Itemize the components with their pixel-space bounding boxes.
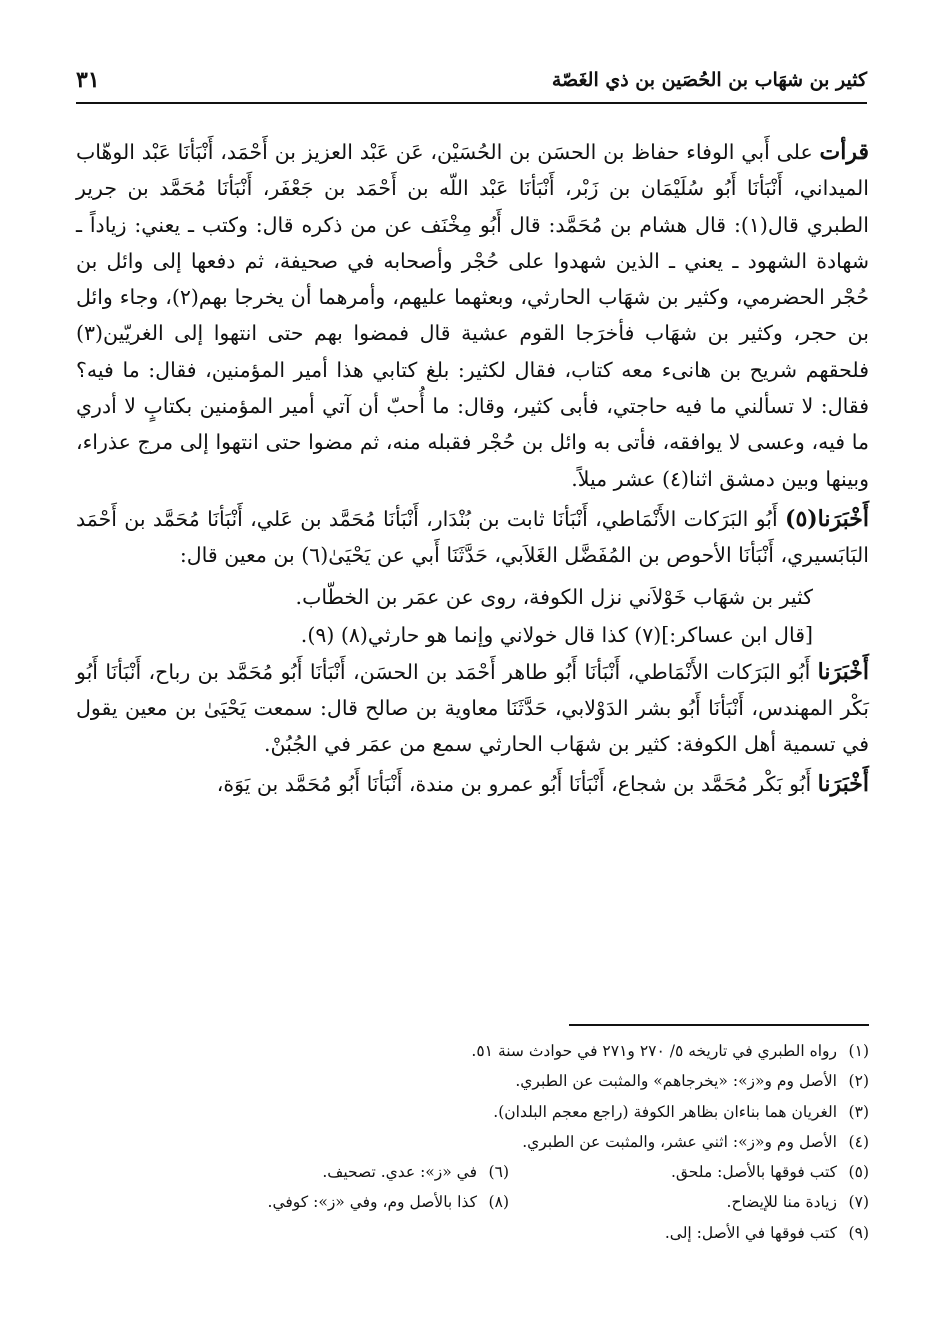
quoted-block <box>76 578 813 654</box>
footnote-row <box>76 1218 869 1248</box>
footnotes <box>76 1036 869 1248</box>
footnote-text: الغريان هما بناءان بظاهر الكوفة (راجع معجم البلدان). <box>493 1102 837 1121</box>
quote-line: كثير بن شهَاب خَوْلاَني نزل الكوفة، روى عن عمَر بن الخطّاب. <box>295 584 813 609</box>
footnote-row <box>76 1066 869 1096</box>
page-header <box>76 58 867 104</box>
footnote <box>493 1097 869 1127</box>
footnote-number: (٦) <box>488 1163 509 1182</box>
footnote-text: رواه الطبري في تاريخه ٥/ ٢٧٠ و٢٧١ في حوادث سنة ٥١. <box>471 1042 837 1060</box>
paragraph-3 <box>76 654 869 763</box>
footnote-row <box>76 1127 869 1157</box>
footnote-text: الأصل وم و«ز»: «يخرجاهم» والمثبت عن الطبري. <box>515 1072 837 1091</box>
page-number: ٣١ <box>76 67 100 93</box>
footnote <box>471 1036 869 1066</box>
footnote-number: (٢) <box>848 1072 869 1091</box>
footnote-text: الأصل وم و«ز»: اثني عشر، والمثبت عن الطبري. <box>522 1132 837 1151</box>
footnote-text: كذا بالأصل وم، وفي «ز»: كوفي. <box>267 1193 477 1212</box>
footnote <box>509 1187 869 1217</box>
footnote-divider <box>569 1024 869 1026</box>
footnote-number: (١) <box>848 1042 869 1060</box>
paragraph-text: أَبُو بَكْر مُحَمَّد بن شجاع، أَنْبَأنَا أَبُو عمرو بن مندة، أَنْبَأنَا أَبُو مُحَمَّد بن يَوَة، <box>216 772 818 797</box>
footnote-number: (٩) <box>848 1223 869 1242</box>
paragraph-lead: أَخْبَرَنا(٥) <box>785 505 869 532</box>
paragraph-lead: أَخْبَرَنا <box>817 658 869 685</box>
footnote-number: (٣) <box>848 1102 869 1121</box>
footnote-text: زيادة منا للإيضاح. <box>726 1193 837 1212</box>
paragraph-text: أَبُو البَرَكات الأَنْمَاطي، أَنْبَأنَا أَبُو طاهر أَحْمَد بن الحسَن، أَنْبَأنَا أَبُو مُحَمَّد بن رباح، أَنْبَأنَا أَبُو بَكْر المهندس، أَنْبَأنَا أَبُو بشر الدَوْلابي، حَدَّثَنَا معاوية بن صالح قال: سمعت يَحْيَىٰ بن معين يقول في تسمية أهل الكوفة: كثير بن شهَاب الحارثي سمع من عمَر في الجُبُنْ. <box>76 659 869 757</box>
footnote <box>515 1066 869 1096</box>
footnote-row <box>76 1036 869 1066</box>
paragraph-text: أَبُو البَرَكات الأَنْمَاطي، أَنْبَأنَا ثابت بن بُنْدَار، أَنْبَأنَا مُحَمَّد بن عَلي، أَنْبَأنَا مُحَمَّد بن أَحْمَد البَابَسيري، أَنْبَأنَا الأحوص بن المُفَضَّل الغَلاَبي، حَدَّثَنَا أَبي عن يَحْيَىٰ(٦) بن معين قال: <box>76 506 869 568</box>
paragraph-lead: أَخْبَرَنا <box>817 771 869 798</box>
footnote-text: كتب فوقها بالأصل: ملحق. <box>670 1163 837 1182</box>
footnote-row <box>76 1157 869 1187</box>
running-title: كثير بن شهَاب بن الحُصَين بن ذي الغَصّة <box>551 69 867 91</box>
footnote-number: (٥) <box>848 1163 869 1182</box>
paragraph-2 <box>76 501 869 574</box>
paragraph-text: على أَبي الوفاء حفاظ بن الحسَن بن الحُسَيْن، عَن عَبْد العزيز بن أَحْمَد، أَنْبَأنَا عَبْد الوهّاب الميداني، أَنْبَأنَا أَبُو سُلَيْمَان بن زَبْر، أَنْبَأنَا عَبْد اللّه بن أَحْمَد بن جَعْفَر، أَنْبَأنَا مُحَمَّد بن جرير الطبري قال(١): قال هشام بن مُحَمَّد: قال أَبُو مِخْنَف عن من ذكره قال: وكتب ـ يعني: زياداً ـ شهادة الشهود ـ يعني ـ الذين شهدوا على حُجْر وأصحابه في صحيفة، ثم دفعها إلى وائل بن حُجْر الحضرمي، وكثير بن شهَاب الحارثي، وبعثهما عليهم، وأمرهما أن يخرجا بهم(٢)، وجاء وائل بن حجر، وكثير بن شهَاب فأخرَجا القوم عشية قال فمضوا بهم حتى انتهوا إلى الغريّين(٣) فلحقهم شريح بن هانىء معه كتاب، فقال لكثير: بلغ كتابي هذا أمير المؤمنين، فقال: ما فيه؟ فقال: لا تسألني ما فيه حاجتي، فأبى كثير، وقال: ما أُحبّ أن آتي أمير المؤمنين بكتابٍ لا أدري ما فيه، وعسى لا يوافقه، فأتى به وائل بن حُجْر فقبله منه، ثم مضوا حتى انتهوا إلى مرج عذراء، وبينها وبين دمشق اثنا(٤) عشر ميلاً. <box>76 140 869 491</box>
footnote <box>522 1127 869 1157</box>
footnote <box>322 1157 509 1187</box>
footnote <box>665 1218 869 1248</box>
paragraph-lead: قرأت <box>819 139 869 165</box>
paragraph-1 <box>76 134 869 497</box>
main-text <box>76 134 869 803</box>
footnote-number: (٨) <box>488 1193 509 1212</box>
footnote-number: (٤) <box>848 1132 869 1151</box>
footnote-row <box>76 1187 869 1217</box>
footnote <box>509 1157 869 1187</box>
quote-line: [قال ابن عساكر:](٧) كذا قال خولاني وإنما هو حارثي(٨) (٩). <box>300 622 813 647</box>
footnote-text: في «ز»: عدي. تصحيف. <box>322 1163 477 1182</box>
footnote-row <box>76 1097 869 1127</box>
footnote-text: كتب فوقها في الأصل: إلى. <box>664 1223 837 1242</box>
footnote <box>268 1187 509 1217</box>
paragraph-4 <box>76 766 869 802</box>
footnote-number: (٧) <box>848 1193 869 1212</box>
